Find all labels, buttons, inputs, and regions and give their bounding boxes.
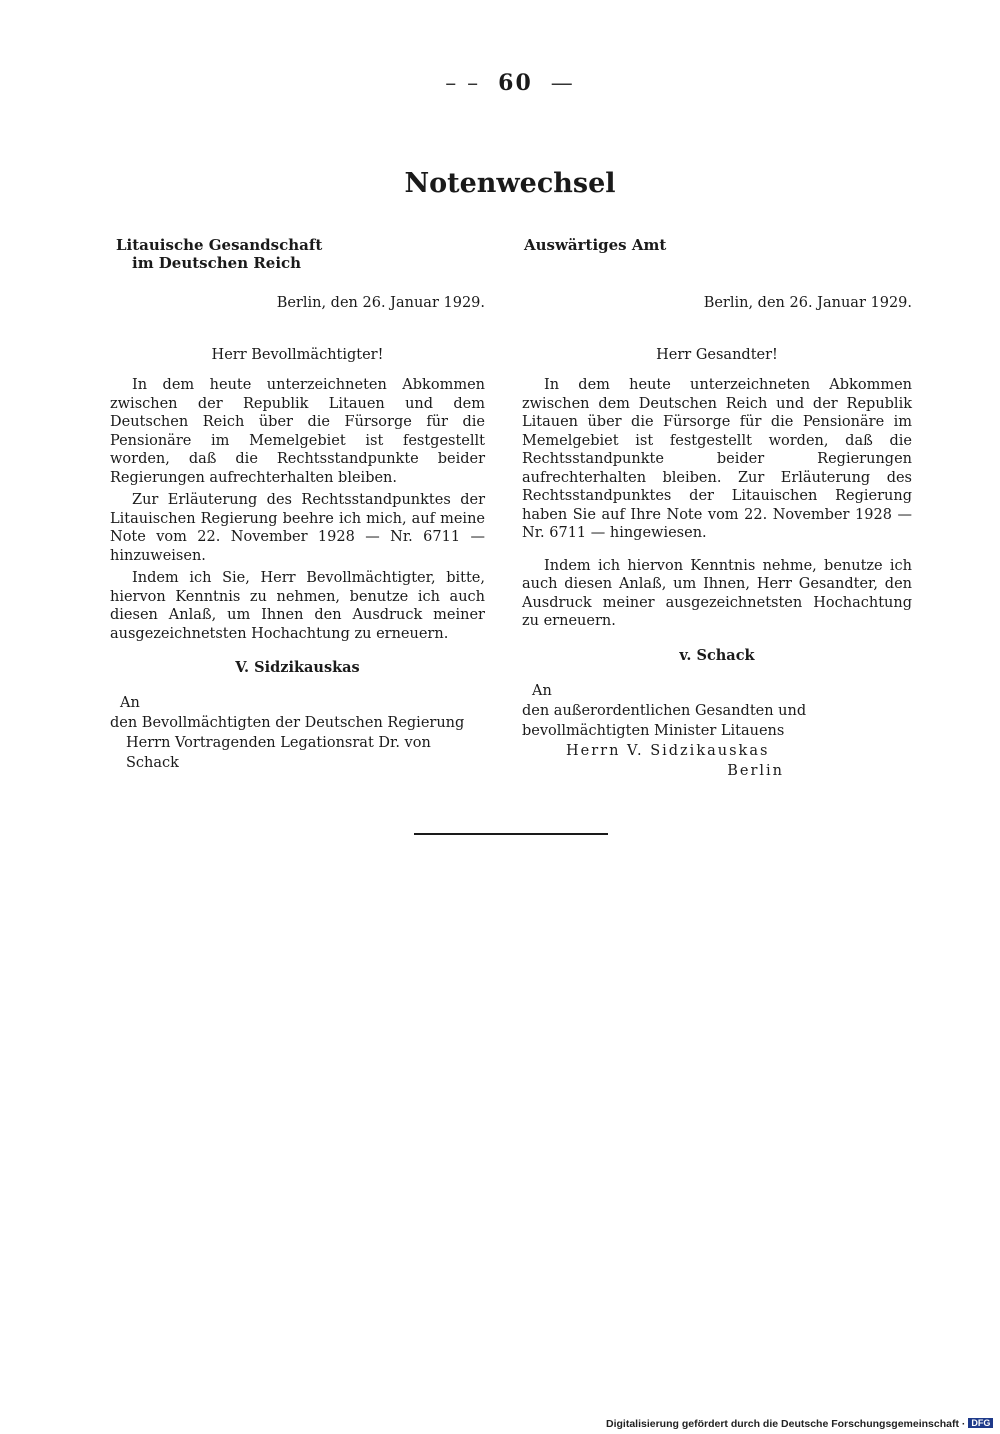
sender-line: Litauische Gesandschaft bbox=[116, 236, 323, 254]
salutation-left: Herr Bevollmächtigter! bbox=[211, 347, 384, 363]
sender-line: Auswärtiges Amt bbox=[524, 236, 667, 254]
signature-left: V. Sidzikauskas bbox=[235, 659, 360, 676]
footer-text: Digitalisierung gefördert durch die Deutsche Forschungsgemeinschaft · bbox=[606, 1418, 966, 1430]
paragraph: Zur Erläuterung des Rechtsstandpunktes der Litauischen Regierung beehre ich mich, auf meine Note vom 22. November 1928 — Nr. 6711 — hinzuweisen. bbox=[110, 492, 485, 564]
paragraph: In dem heute unterzeichneten Abkommen zwischen dem Deutschen Reich und der Republik Litauen über die Fürsorge für die Pensionäre im Memelgebiet ist festgestellt worden, daß die Rechtsstandpunkte beider Regierungen aufrechterhalten bleiben. Zur Erläuterung des Rechtsstandpunktes der Litauischen Regierung haben Sie auf Ihre Note vom 22. November 1928 — Nr. 6711 — hingewiesen. bbox=[522, 377, 912, 541]
paragraph: Indem ich Sie, Herr Bevollmächtigter, bitte, hiervon Kenntnis zu nehmen, benutze ich auch diesen Anlaß, um Ihnen den Ausdruck meiner ausgezeichnetsten Hochachtung zu erneuern. bbox=[110, 570, 485, 642]
address-an: An bbox=[532, 682, 552, 699]
end-rule bbox=[414, 833, 608, 835]
paragraph: In dem heute unterzeichneten Abkommen zwischen der Republik Litauen und dem Deutschen Reich über die Fürsorge für die Pensionäre im Memelgebiet ist festgestellt worden, daß die Rechtsstandpunkte beider Regierungen aufrechterhalten bleiben. bbox=[110, 377, 485, 486]
address-left bbox=[110, 693, 485, 773]
address-right bbox=[522, 681, 912, 781]
paragraph: Indem ich hiervon Kenntnis nehme, benutze ich auch diesen Anlaß, um Ihnen, Herr Gesandter, den Ausdruck meiner ausgezeichnetsten Hochachtung zu erneuern. bbox=[522, 557, 912, 629]
address-line: den außerordentlichen Gesandten und bbox=[522, 702, 807, 719]
sender-line: im Deutschen Reich bbox=[132, 254, 302, 272]
address-line: Herrn V. Sidzikauskas bbox=[566, 742, 770, 759]
address-line: Herrn Vortragenden Legationsrat Dr. von Schack bbox=[126, 735, 431, 771]
date-right: Berlin, den 26. Januar 1929. bbox=[703, 295, 912, 311]
address-line: den Bevollmächtigten der Deutschen Regierung bbox=[110, 715, 465, 731]
note-left bbox=[110, 236, 485, 773]
salutation-right: Herr Gesandter! bbox=[656, 347, 778, 363]
footer-credit bbox=[606, 1418, 993, 1430]
note-right bbox=[522, 236, 912, 781]
address-line: bevollmächtigten Minister Litauens bbox=[522, 722, 785, 739]
date-left: Berlin, den 26. Januar 1929. bbox=[276, 295, 485, 311]
dfg-logo: DFG bbox=[968, 1418, 993, 1428]
address-an: An bbox=[120, 695, 140, 711]
page-title: Notenwechsel bbox=[404, 168, 616, 199]
sender-right bbox=[522, 236, 912, 294]
address-line: Berlin bbox=[727, 762, 784, 779]
signature-right: v. Schack bbox=[679, 646, 755, 664]
page-number: – – 60 — bbox=[445, 70, 575, 96]
sender-left bbox=[110, 236, 485, 294]
